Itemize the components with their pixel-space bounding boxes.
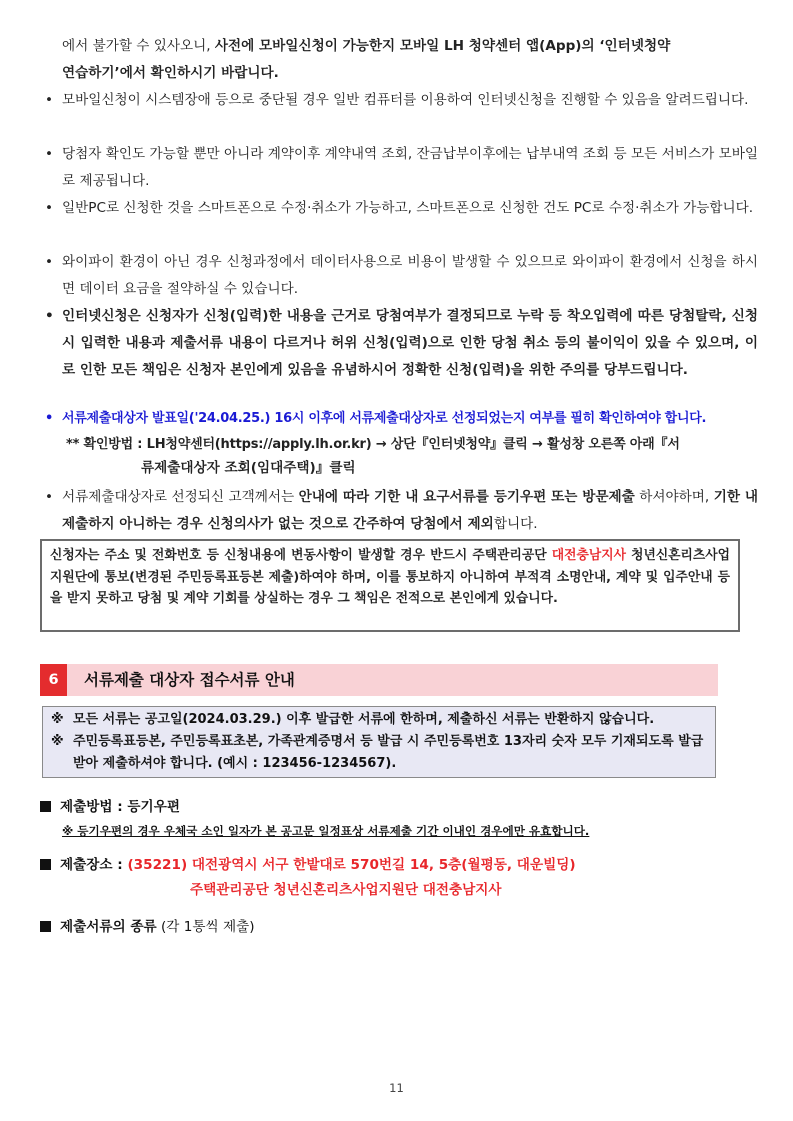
document-types: 제출서류의 종류 (각 1통씩 제출): [40, 915, 255, 939]
intro-paragraph: [62, 33, 758, 87]
bullet-item-submission: [45, 484, 758, 538]
bullet-text: 와이파이 환경이 아닌 경우 신청과정에서 데이터사용으로 비용이 발생할 수 있으므로 와이파이 환경에서 신청을 하시면 데이터 요금을 절약하실 수 있습니다.: [62, 254, 758, 297]
intro-text: 에서 불가할 수 있사오니,: [62, 38, 215, 54]
confirm-method-line2: 류제출대상자 조회(임대주택)』클릭: [141, 460, 356, 476]
section-title: 서류제출 대상자 접수서류 안내: [84, 671, 295, 689]
intro-bold-text-2: 연습하기’에서 확인하시기 바랍니다.: [62, 65, 279, 81]
bullet-dot: •: [45, 92, 54, 108]
notice-line: ※ 모든 서류는 공고일(2024.03.29.) 이후 발급한 서류에 한하며, 제출하신 서류는 반환하지 않습니다.: [51, 709, 707, 731]
section-number: 6: [40, 664, 67, 696]
bullet-dot: •: [45, 200, 54, 216]
registered-mail-note: ※ 등기우편의 경우 우체국 소인 일자가 본 공고문 일정표상 서류제출 기간 이내인 경우에만 유효합니다.: [62, 824, 590, 838]
page-number: 11: [389, 1081, 404, 1095]
bullet-text: 일반PC로 신청한 것을 스마트폰으로 수정·취소가 가능하고, 스마트폰으로 신청한 건도 PC로 수정·취소가 가능합니다.: [62, 200, 754, 216]
bullet-item: [45, 141, 758, 195]
bullet-item: [45, 87, 758, 114]
documents-notice-box: [42, 706, 716, 778]
bullet-text: 당첨자 확인도 가능할 뿐만 아니라 계약이후 계약내역 조회, 잔금납부이후에는 납부내역 조회 등 모든 서비스가 모바일로 제공됩니다.: [62, 146, 758, 189]
place-office: 주택관리공단 청년신혼리츠사업지원단 대전충남지사: [190, 882, 502, 898]
bullet-item: [45, 249, 758, 303]
change-notice-box: 신청자는 주소 및 전화번호 등 신청내용에 변동사항이 발생할 경우 반드시 주택관리공단 대전충남지사 청년신혼리츠사업지원단에 통보(변경된 주민등록표등본 제출)하여야 하며, 이를 통보하지 아니하여 부적격 소명안내, 계약 및 입주안내 등을 받지 못하고 당첨 및 계약 기회를 상실하는 경우 그 책임은 전적으로 본인에게 있습니다.: [40, 539, 740, 632]
submission-place: 제출장소 : (35221) 대전광역시 서구 한밭대로 570번길 14, 5층(월평동, 대운빌딩): [40, 853, 750, 877]
bullet-text: 서류제출대상자 발표일('24.04.25.) 16시 이후에 서류제출대상자로 선정되었는지 여부를 필히 확인하여야 합니다.: [62, 411, 707, 426]
square-bullet-icon: [40, 801, 51, 812]
bullet-item-warning: [45, 303, 758, 384]
bullet-text: 모바일신청이 시스템장애 등으로 중단될 경우 일반 컴퓨터를 이용하여 인터넷신청을 진행할 수 있음을 알려드립니다.: [62, 92, 749, 108]
branch-name: 대전충남지사: [551, 548, 626, 563]
square-bullet-icon: [40, 859, 51, 870]
reference-mark: ※: [51, 734, 64, 749]
bullet-dot: •: [45, 489, 54, 505]
bullet-dot: •: [45, 411, 54, 426]
bullet-item-announcement: [45, 405, 758, 432]
intro-bold-text: 사전에 모바일신청이 가능한지 모바일 LH 청약센터 앱(App)의 ‘인터넷청약: [214, 38, 671, 54]
bullet-dot: •: [45, 254, 54, 270]
submission-method: 제출방법 : 등기우편: [40, 795, 180, 819]
bullet-text: 인터넷신청은 신청자가 신청(입력)한 내용을 근거로 당첨여부가 결정되므로 누락 등 착오입력에 따른 당첨탈락, 신청 시 입력한 내용과 제출서류 내용이 다르거나 허위 신청(입력)으로 인한 당첨 취소 등의 불이익이 있을 수 있으며, 이로 인한 모든 책임은 신청자 본인에게 있음을 유념하시어 정확한 신청(입력)을 위한 주의를 당부드립니다.: [62, 308, 758, 378]
bullet-item: [45, 195, 758, 222]
bullet-dot: •: [45, 308, 54, 324]
bullet-dot: •: [45, 146, 54, 162]
confirm-method-line1: ** 확인방법 : LH청약센터(https://apply.lh.or.kr) → 상단『인터넷청약』클릭 → 활성창 오른쪽 아래『서: [66, 437, 680, 452]
square-bullet-icon: [40, 921, 51, 932]
place-address: (35221) 대전광역시 서구 한밭대로 570번길 14, 5층(월평동, 대운빌딩): [127, 857, 576, 873]
bullet-text: 서류제출대상자로 선정되신 고객께서는 안내에 따라 기한 내 요구서류를 등기우편 또는 방문제출 하셔야하며, 기한 내 제출하지 아니하는 경우 신청의사가 없는 것으로 간주하여 당첨에서 제외합니다.: [62, 489, 759, 532]
reference-mark: ※: [51, 712, 64, 727]
notice-line: ※ 주민등록표등본, 주민등록표초본, 가족관계증명서 등 발급 시 주민등록번호 13자리 숫자 모두 기재되도록 발급받아 제출하셔야 합니다. (예시 : 123456-1234567).: [51, 731, 707, 775]
